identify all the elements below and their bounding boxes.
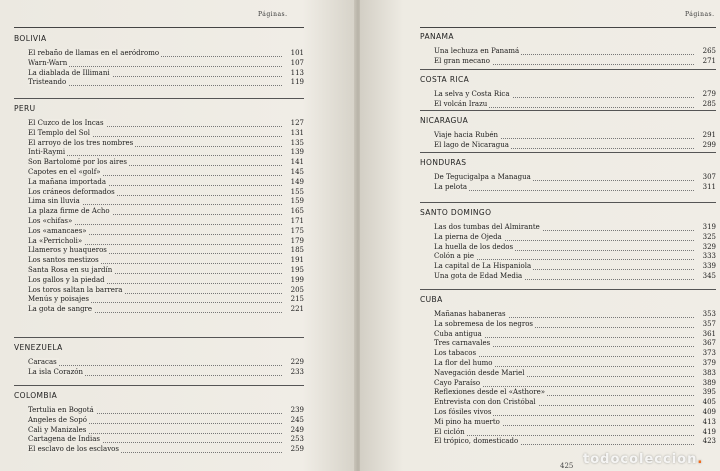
entry-title: Una lechuza en Panamá (434, 47, 520, 55)
section-divider (14, 337, 304, 338)
country-heading: SANTO DOMINGO (420, 208, 492, 217)
entry-page-number: 179 (290, 236, 304, 245)
toc-entry (14, 426, 304, 436)
entry-page-number: 149 (290, 177, 304, 186)
entry-title: De Tegucigalpa a Managua (434, 173, 531, 181)
toc-entry (14, 256, 304, 266)
toc-entry (420, 398, 716, 408)
entry-page-number: 357 (702, 319, 716, 328)
left-page-header: Páginas. (258, 11, 288, 18)
entry-title: La plaza firme de Acho (28, 207, 110, 216)
entry-page-number: 389 (702, 378, 716, 387)
entry-page-number: 307 (702, 173, 716, 181)
entry-page-number: 165 (290, 207, 304, 216)
entry-page-number: 119 (290, 78, 304, 87)
entry-page-number: 291 (702, 131, 716, 139)
entry-title: El ciclón (434, 427, 465, 436)
dot-leader (28, 358, 282, 366)
toc-entry (14, 368, 304, 378)
toc-entry (14, 358, 304, 368)
entry-title: La mañana importada (28, 177, 107, 186)
country-heading: CUBA (420, 295, 443, 304)
entry-title: El esclavo de los esclavos (28, 445, 119, 454)
toc-entry (14, 139, 304, 149)
entry-title: La «Perricholi» (28, 236, 83, 245)
entry-page-number: 229 (290, 358, 304, 366)
entry-title: La huella de los dedos (434, 242, 514, 251)
entry-title: Cuba antigua (434, 329, 482, 338)
entry-title: Inti-Raymi (28, 148, 66, 157)
toc-section-panama (420, 32, 716, 67)
entry-page-number: 367 (702, 339, 716, 348)
entry-page-number: 259 (290, 445, 304, 454)
entry-page-number: 311 (702, 182, 716, 191)
entry-page-number: 339 (702, 262, 716, 271)
entry-page-number: 233 (290, 367, 304, 376)
toc-entry (14, 237, 304, 247)
watermark-dot: . (697, 452, 704, 467)
page-footer-number: 425 (560, 462, 574, 470)
entry-page-number: 405 (702, 398, 716, 407)
section-divider (14, 385, 304, 386)
entry-page-number: 113 (290, 68, 304, 77)
entry-page-number: 107 (290, 58, 304, 67)
toc-entry (420, 141, 716, 151)
entry-page-number: 171 (290, 216, 304, 225)
toc-entry (14, 178, 304, 188)
entry-title: El lago de Nicaragua (434, 140, 509, 149)
section-divider (420, 110, 716, 111)
entry-page-number: 279 (702, 90, 716, 98)
entry-title: La capital de La Hispaniola (434, 262, 532, 271)
entry-page-number: 395 (702, 388, 716, 397)
entry-page-number: 195 (290, 265, 304, 274)
toc-entry (14, 305, 304, 315)
entry-page-number: 361 (702, 329, 716, 338)
toc-entry (14, 148, 304, 158)
toc-entry (420, 90, 716, 100)
entry-title: El gran mecano (434, 56, 490, 65)
entry-title: Menús y poisajes (28, 295, 89, 304)
toc-entry (420, 330, 716, 340)
toc-entry (14, 207, 304, 217)
toc-entry (420, 233, 716, 243)
entry-title: Tertulia en Bogotá (28, 406, 94, 414)
toc-entry (14, 129, 304, 139)
toc-entry (420, 437, 716, 447)
toc-entry (420, 262, 716, 272)
toc-entry (420, 388, 716, 398)
country-heading: BOLIVIA (14, 34, 47, 43)
entry-page-number: 373 (702, 349, 716, 358)
entry-title: Los santos mestizos (28, 256, 99, 265)
entry-title: Reflexiones desde el «Asthore» (434, 388, 546, 397)
toc-entry (14, 188, 304, 198)
entry-page-number: 245 (290, 415, 304, 424)
entry-page-number: 409 (702, 407, 716, 416)
dot-leader (434, 428, 694, 436)
entry-page-number: 271 (702, 56, 716, 65)
entry-title: Los gallos y la piedad (28, 275, 105, 284)
toc-entry (420, 418, 716, 428)
toc-entry (14, 266, 304, 276)
section-divider (14, 98, 304, 99)
entry-page-number: 175 (290, 226, 304, 235)
entry-title: La isla Corazón (28, 367, 84, 376)
toc-entry (420, 223, 716, 233)
toc-entry (420, 359, 716, 369)
entry-title: Navegación desde Mariel (434, 368, 525, 377)
right-top-rule (420, 27, 716, 28)
section-divider (420, 69, 716, 70)
section-divider (420, 152, 716, 153)
entry-page-number: 159 (290, 197, 304, 206)
left-top-rule (14, 27, 304, 28)
entry-title: Angeles de Sopó (28, 415, 87, 424)
entry-page-number: 101 (290, 49, 304, 57)
entry-title: El Cuzco de los Incas (28, 119, 104, 127)
watermark-logo (583, 452, 703, 467)
entry-page-number: 215 (290, 295, 304, 304)
country-heading: COSTA RICA (420, 75, 470, 84)
entry-page-number: 333 (702, 252, 716, 261)
toc-entry (420, 320, 716, 330)
entry-title: Viaje hacia Rubén (434, 131, 499, 139)
toc-entry (14, 445, 304, 455)
toc-entry (420, 408, 716, 418)
toc-entry (14, 59, 304, 69)
entry-title: El volcán Irazu (434, 99, 488, 108)
entry-title: La sobremesa de los negros (434, 319, 533, 328)
country-heading: PANAMA (420, 32, 454, 41)
entry-title: Una gota de Edad Media (434, 271, 523, 280)
toc-entry (14, 227, 304, 237)
entry-page-number: 185 (290, 246, 304, 255)
entry-title: Colón a pie (434, 252, 475, 261)
entry-page-number: 253 (290, 435, 304, 444)
entry-page-number: 239 (290, 406, 304, 414)
entry-title: Caracas (28, 358, 57, 366)
entry-title: Son Bartolomé por los aires (28, 158, 127, 167)
entry-page-number: 353 (702, 310, 716, 318)
toc-entry (14, 49, 304, 59)
toc-entry (14, 197, 304, 207)
toc-entry (14, 246, 304, 256)
toc-entry (420, 349, 716, 359)
section-divider (420, 289, 716, 290)
toc-entry (420, 379, 716, 389)
toc-entry (420, 100, 716, 110)
entry-page-number: 139 (290, 148, 304, 157)
entry-title: Entrevista con don Cristóbal (434, 398, 536, 407)
entry-title: Las dos tumbas del Almirante (434, 223, 540, 231)
toc-entry (14, 295, 304, 305)
toc-entry (14, 69, 304, 79)
toc-entry (420, 252, 716, 262)
section-divider (420, 202, 716, 203)
entry-title: Warn-Warn (28, 58, 68, 67)
toc-entry (14, 276, 304, 286)
toc-entry (420, 57, 716, 67)
entry-title: Tristeando (28, 78, 67, 87)
toc-entry (420, 428, 716, 438)
entry-title: Los «amancaes» (28, 226, 87, 235)
toc-section-nicaragua (420, 116, 716, 151)
entry-title: La selva y Costa Rica (434, 90, 510, 98)
entry-page-number: 319 (702, 223, 716, 231)
entry-title: El Templo del Sol (28, 128, 90, 137)
entry-title: Santa Rosa en su jardín (28, 265, 113, 274)
entry-title: La pierna de Ojeda (434, 232, 502, 241)
toc-section-peru (14, 104, 304, 315)
country-heading: NICARAGUA (420, 116, 469, 125)
toc-entry (14, 78, 304, 88)
toc-section-venezuela (14, 343, 304, 378)
watermark-text: todocoleccion (583, 452, 698, 467)
entry-page-number: 329 (702, 242, 716, 251)
entry-page-number: 423 (702, 437, 716, 446)
toc-entry (14, 158, 304, 168)
entry-title: La pelota (434, 182, 468, 191)
entry-page-number: 285 (702, 99, 716, 108)
toc-entry (420, 369, 716, 379)
entry-page-number: 419 (702, 427, 716, 436)
entry-page-number: 413 (702, 417, 716, 426)
country-heading: PERU (14, 104, 36, 113)
toc-entry (420, 339, 716, 349)
entry-page-number: 141 (290, 158, 304, 167)
entry-title: Los cráneos deformados (28, 187, 115, 196)
toc-entry (14, 435, 304, 445)
toc-entry (420, 131, 716, 141)
left-page (0, 0, 356, 471)
entry-title: Mi pino ha muerto (434, 417, 500, 426)
toc-section-santo-domingo (420, 208, 716, 282)
entry-title: Los tabacos (434, 349, 477, 358)
entry-title: Capotes en el «golf» (28, 167, 101, 176)
dot-leader (434, 183, 694, 191)
toc-entry (14, 217, 304, 227)
toc-section-honduras (420, 158, 716, 193)
right-page-header: Páginas. (685, 11, 715, 18)
entry-title: Tres carnavales (434, 339, 491, 348)
entry-title: Llameros y huaqueros (28, 246, 107, 255)
entry-title: Los fósiles vivos (434, 407, 492, 416)
entry-page-number: 191 (290, 256, 304, 265)
toc-entry (420, 183, 716, 193)
entry-title: La diablada de Illimani (28, 68, 110, 77)
entry-title: Los «chifas» (28, 216, 73, 225)
entry-title: El rebaño de llamas en el aeródromo (28, 49, 160, 57)
entry-page-number: 249 (290, 425, 304, 434)
entry-page-number: 299 (702, 140, 716, 149)
entry-title: Lima sin lluvia (28, 197, 80, 206)
entry-page-number: 383 (702, 368, 716, 377)
country-heading: VENEZUELA (14, 343, 63, 352)
toc-entry (14, 416, 304, 426)
right-page (360, 0, 720, 471)
entry-page-number: 379 (702, 358, 716, 367)
entry-title: Los toros saltan la barrera (28, 285, 123, 294)
entry-page-number: 205 (290, 285, 304, 294)
toc-entry (420, 47, 716, 57)
toc-section-colombia (14, 391, 304, 455)
entry-title: Cali y Manizales (28, 425, 87, 434)
toc-section-costa-rica (420, 75, 716, 110)
toc-entry (14, 286, 304, 296)
entry-title: Cartagena de Indias (28, 435, 100, 444)
entry-page-number: 145 (290, 167, 304, 176)
toc-entry (420, 173, 716, 183)
toc-entry (420, 272, 716, 282)
country-heading: HONDURAS (420, 158, 467, 167)
entry-page-number: 221 (290, 305, 304, 314)
entry-title: Mañanas habaneras (434, 310, 506, 318)
toc-entry (420, 243, 716, 253)
entry-page-number: 325 (702, 232, 716, 241)
toc-section-bolivia (14, 34, 304, 88)
entry-title: El trópico, domesticado (434, 437, 519, 446)
toc-entry (14, 119, 304, 129)
country-heading: COLOMBIA (14, 391, 58, 400)
entry-title: La gota de sangre (28, 305, 93, 314)
entry-page-number: 155 (290, 187, 304, 196)
toc-entry (14, 406, 304, 416)
toc-entry (14, 168, 304, 178)
entry-page-number: 135 (290, 138, 304, 147)
entry-page-number: 265 (702, 47, 716, 55)
entry-title: Cayo Paraíso (434, 378, 481, 387)
entry-page-number: 127 (290, 119, 304, 127)
toc-entry (420, 310, 716, 320)
entry-page-number: 345 (702, 271, 716, 280)
entry-page-number: 131 (290, 128, 304, 137)
toc-section-cuba (420, 295, 716, 447)
entry-title: El arroyo de los tres nombres (28, 138, 134, 147)
entry-page-number: 199 (290, 275, 304, 284)
entry-title: La flor del humo (434, 358, 493, 367)
